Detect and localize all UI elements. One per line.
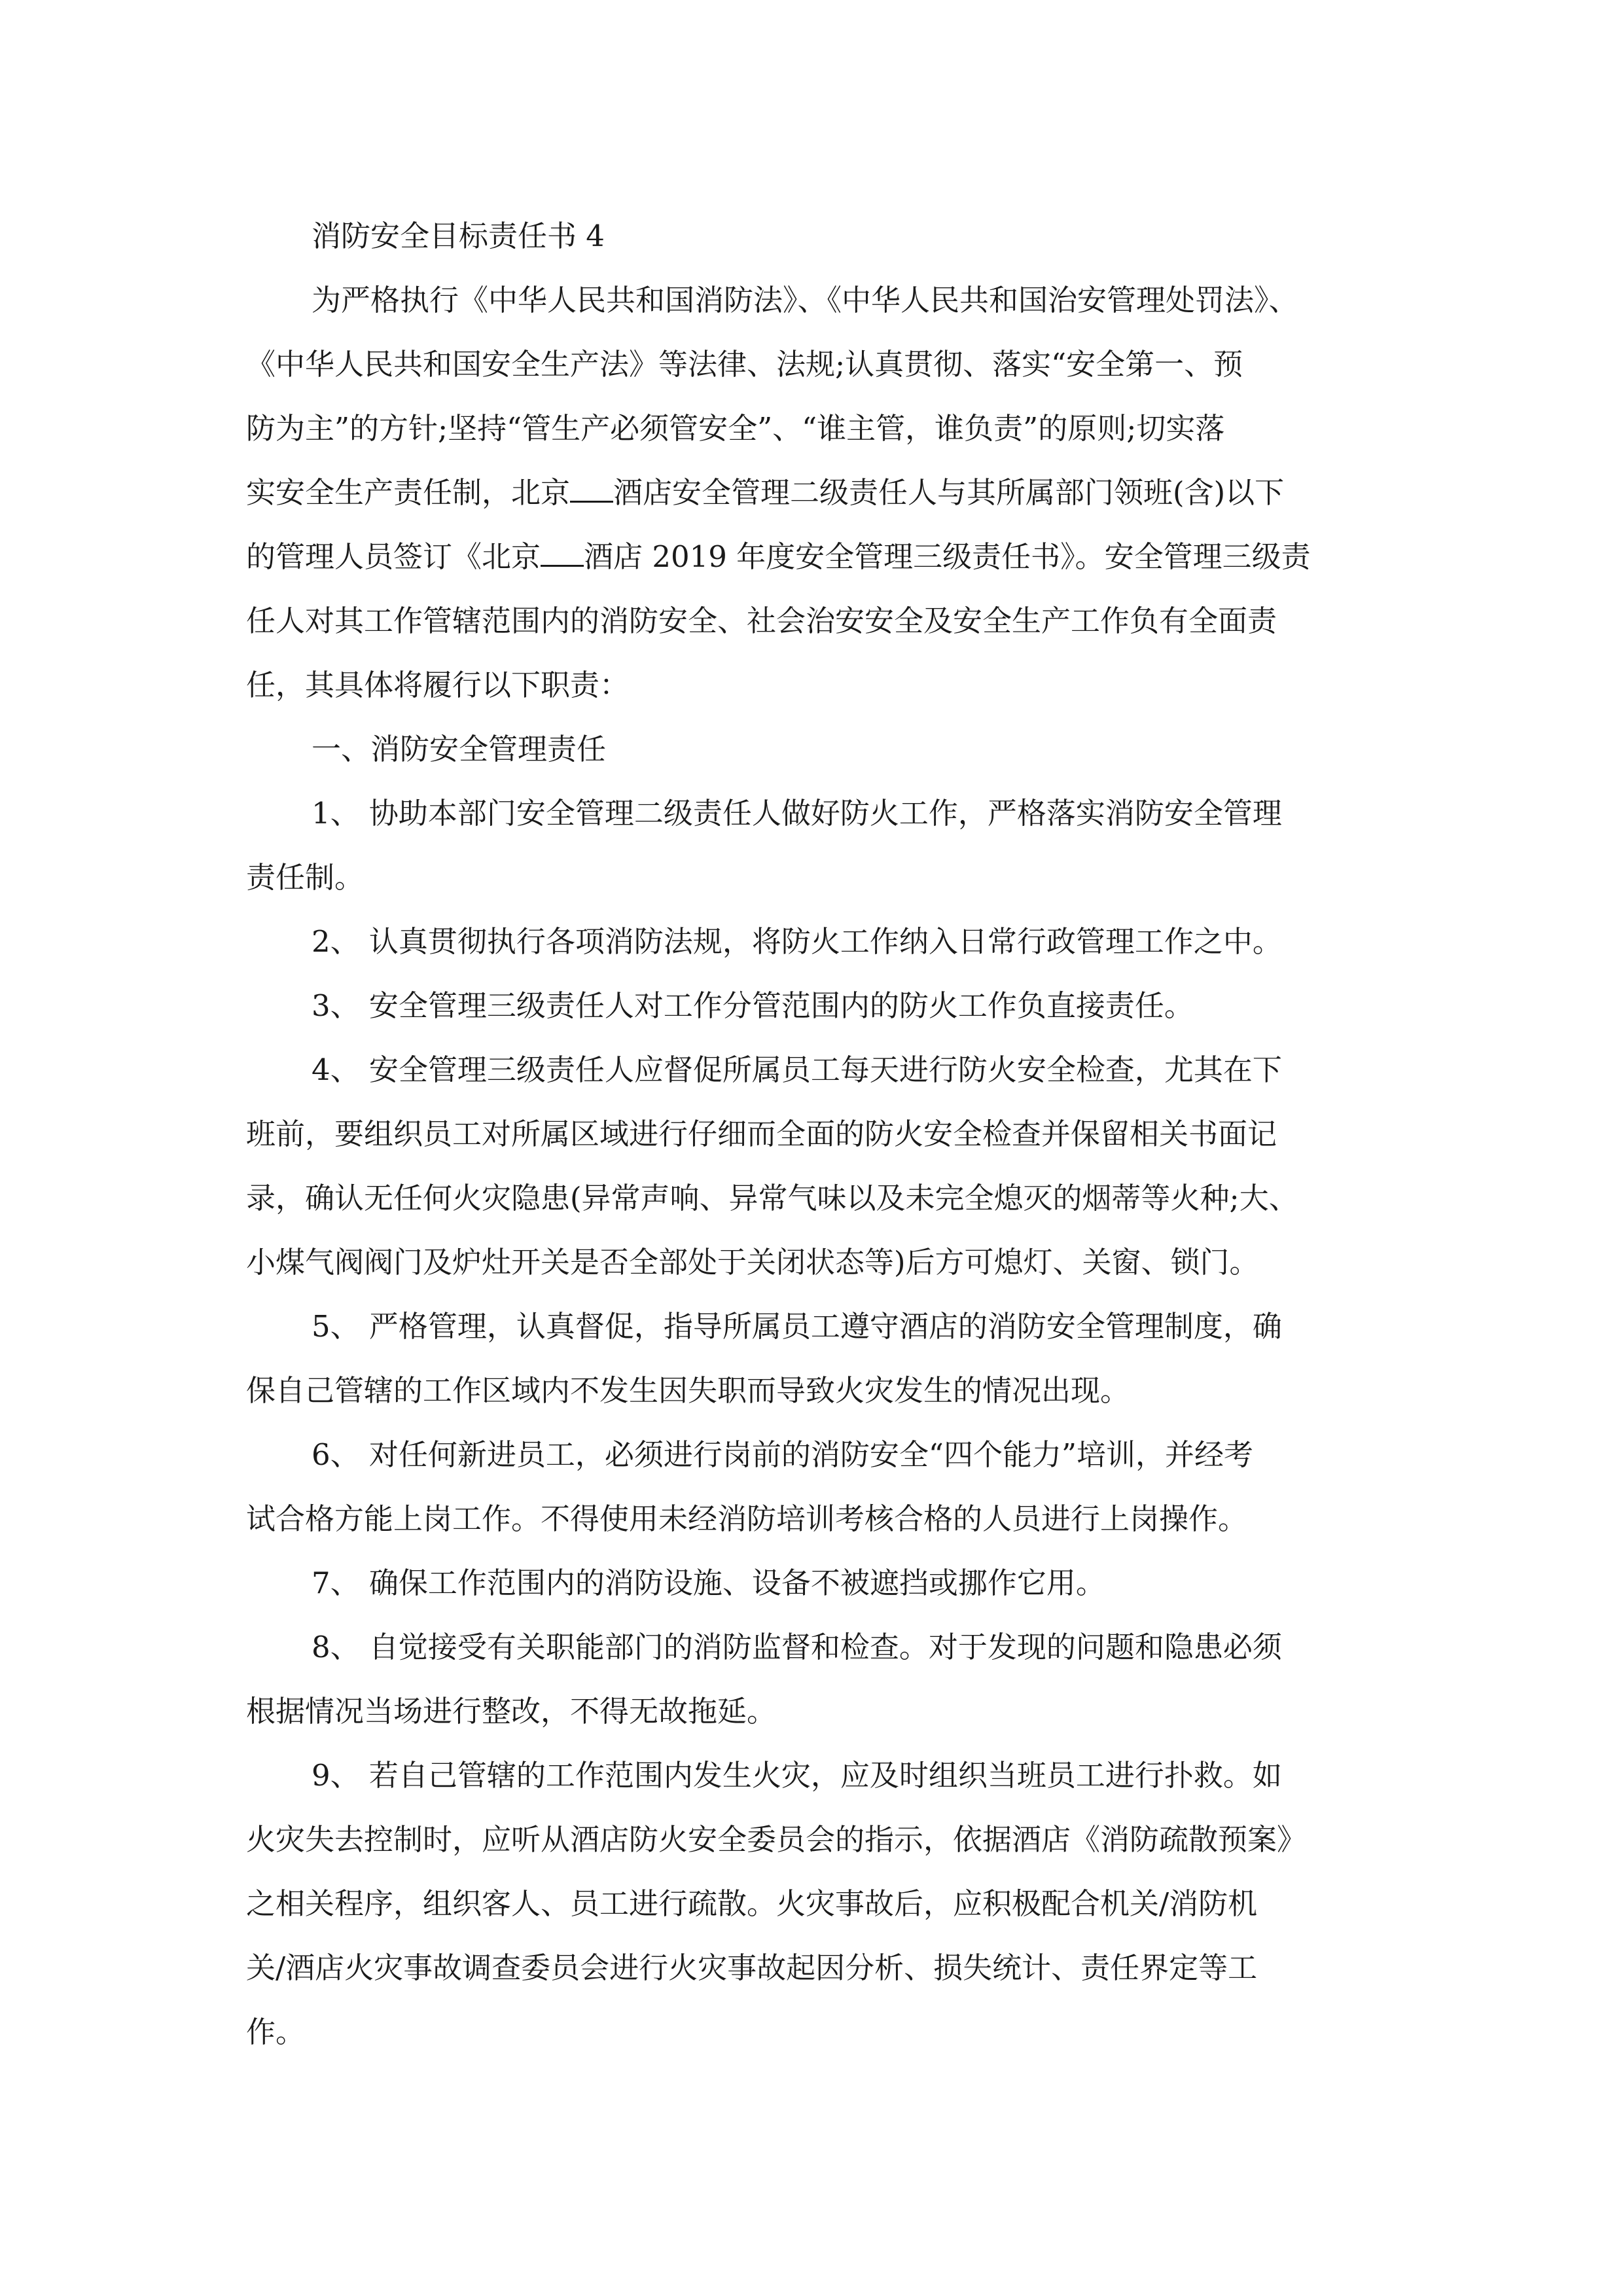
list-item: 2、 认真贯彻执行各项消防法规，将防火工作纳入日常行政管理工作之中。 [312, 924, 1282, 959]
list-item: 3、 安全管理三级责任人对工作分管范围内的防火工作负直接责任。 [312, 988, 1194, 1023]
section-heading: 一、消防安全管理责任 [312, 732, 607, 766]
intro-line: 实安全生产责任制，北京 酒店安全管理二级责任人与其所属部门领班(含)以下 [246, 475, 1285, 510]
list-item: 8、 自觉接受有关职能部门的消防监督和检查。对于发现的问题和隐患必须 根据情况当场进行整改，不得无故拖延。 [246, 1630, 1282, 1729]
intro-line: 防为主”的方针;坚持“管生产必须管安全”、“谁主管，谁负责”的原则;切实落 [246, 411, 1225, 446]
intro-paragraph [246, 268, 1380, 717]
list-item: 4、 安全管理三级责任人应督促所属员工每天进行防火安全检查，尤其在下 班前，要组织员工对所属区域进行仔细而全面的防火安全检查并保留相关书面记 录，确认无任何火灾隐患(异常声响、异常气味以及未完全熄灭的烟蒂等火种;大、 小煤气阀阀门及炉灶开关是否全部处于关闭状态等)后方可熄灯、关窗、锁门。 [246, 1052, 1298, 1280]
document-title: 消防安全目标责任书 4 [312, 219, 605, 253]
list-item: 5、 严格管理，认真督促，指导所属员工遵守酒店的消防安全管理制度，确 保自己管辖的工作区域内不发生因失职而导致火灾发生的情况出现。 [246, 1309, 1282, 1408]
intro-line: 《中华人民共和国安全生产法》等法律、法规;认真贯彻、落实“安全第一、预 [246, 347, 1243, 382]
list-item: 9、 若自己管辖的工作范围内发生火灾，应及时组织当班员工进行扑救。如 火灾失去控制时，应听从酒店防火安全委员会的指示，依据酒店《消防疏散预案》 之相关程序，组织客人、员工进行疏散。火灾事故后，应积极配合机关/消防机 关/酒店火灾事故调查委员会进行火灾事故起因分析、损失统计、责任界定等工 作。 [246, 1758, 1307, 2049]
document-body [246, 204, 1380, 2064]
list-item: 1、 协助本部门安全管理二级责任人做好防火工作，严格落实消防安全管理 责任制。 [246, 796, 1282, 895]
intro-line: 任，其具体将履行以下职责： [246, 668, 630, 702]
intro-line: 的管理人员签订《北京 酒店 2019 年度安全管理三级责任书》。安全管理三级责 [246, 539, 1311, 574]
intro-line: 任人对其工作管辖范围内的消防安全、社会治安安全及安全生产工作负有全面责 [246, 603, 1277, 638]
blank-underline [541, 543, 584, 567]
list-item: 6、 对任何新进员工，必须进行岗前的消防安全“四个能力”培训，并经考 试合格方能上岗工作。不得使用未经消防培训考核合格的人员进行上岗操作。 [246, 1437, 1253, 1536]
blank-underline [570, 478, 613, 503]
list-item: 7、 确保工作范围内的消防设施、设备不被遮挡或挪作它用。 [312, 1566, 1105, 1600]
intro-line: 为严格执行《中华人民共和国消防法》、《中华人民共和国治安管理处罚法》、 [312, 283, 1298, 317]
